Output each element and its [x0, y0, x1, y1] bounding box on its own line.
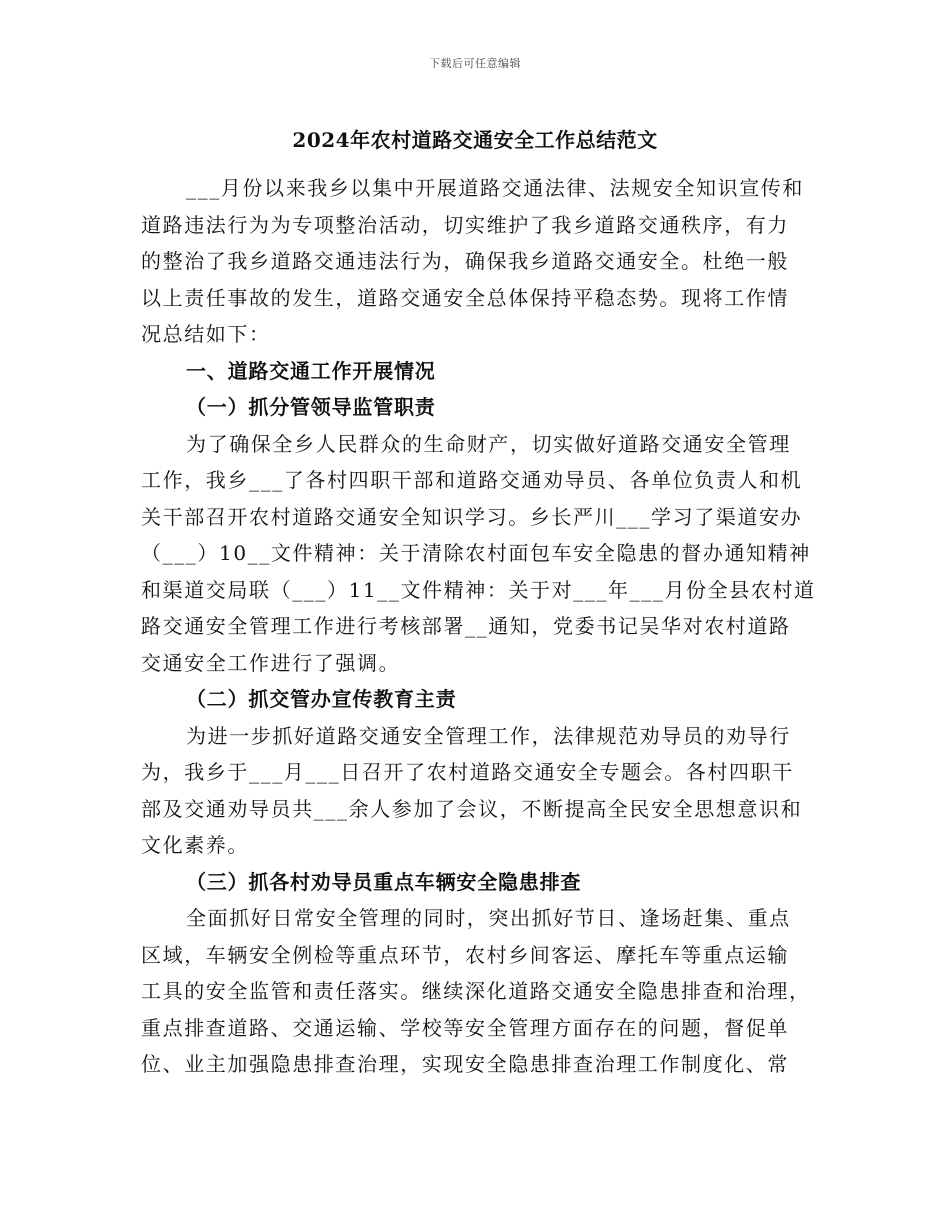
- paragraph-line: 位、业主加强隐患排查治理，实现安全隐患排查治理工作制度化、常: [141, 1052, 789, 1076]
- paragraph-line: 工具的安全监管和责任落实。继续深化道路交通安全隐患排查和治理，: [141, 979, 811, 1003]
- paragraph-line: 的整治了我乡道路交通违法行为，确保我乡道路交通安全。杜绝一般: [141, 249, 789, 273]
- document-body: [141, 170, 816, 1083]
- paragraph-line: 工作，我乡___了各村四职干部和道路交通劝导员、各单位负责人和机: [141, 468, 803, 492]
- paragraph-line: （___）10__文件精神：关于清除农村面包车安全隐患的督办通知精神: [141, 541, 811, 565]
- paragraph-line: 道路违法行为为专项整治活动，切实维护了我乡道路交通秩序，有力: [141, 212, 789, 237]
- paragraph-line: 路交通安全管理工作进行考核部署__通知，党委书记吴华对农村道路: [141, 614, 791, 638]
- paragraph-line: 为，我乡于___月___日召开了农村道路交通安全专题会。各村四职干: [141, 760, 794, 784]
- document-title: 2024年农村道路交通安全工作总结范文: [292, 128, 658, 152]
- paragraph-line: ___月份以来我乡以集中开展道路交通法律、法规安全知识宣传和: [186, 176, 804, 200]
- header-note: 下载后可任意编辑: [429, 57, 521, 70]
- paragraph-line: 和渠道交局联（___）11__文件精神：关于对___年___月份全县农村道: [141, 577, 816, 602]
- section-heading: 一、道路交通工作开展情况: [186, 358, 436, 383]
- paragraph-line: 为了确保全乡人民群众的生命财产，切实做好道路交通安全管理: [186, 431, 791, 456]
- subsection-heading: （三）抓各村劝导员重点车辆安全隐患排查: [186, 869, 582, 894]
- paragraph-line: 重点排查道路、交通运输、学校等安全管理方面存在的问题，督促单: [141, 1015, 789, 1040]
- paragraph-line: 交通安全工作进行了强调。: [141, 650, 401, 675]
- paragraph-line: 况总结如下：: [141, 322, 271, 346]
- paragraph-line: 关干部召开农村道路交通安全知识学习。乡长严川___学习了渠道安办: [141, 504, 803, 529]
- paragraph-line: 全面抓好日常安全管理的同时，突出抓好节日、逢场赶集、重点: [186, 906, 791, 930]
- subsection-heading: （一）抓分管领导监管职责: [186, 395, 436, 419]
- paragraph-line: 为进一步抓好道路交通安全管理工作，法律规范劝导员的劝导行: [186, 723, 791, 748]
- paragraph-line: 文化素养。: [141, 833, 249, 857]
- subsection-heading: （二）抓交管办宣传教育主责: [186, 687, 457, 711]
- paragraph-line: 部及交通劝导员共___余人参加了会议，不断提高全民安全思想意识和: [141, 796, 803, 821]
- paragraph-line: 区域，车辆安全例检等重点环节，农村乡间客运、摩托车等重点运输: [141, 942, 789, 967]
- paragraph-line: 以上责任事故的发生，道路交通安全总体保持平稳态势。现将工作情: [141, 285, 789, 310]
